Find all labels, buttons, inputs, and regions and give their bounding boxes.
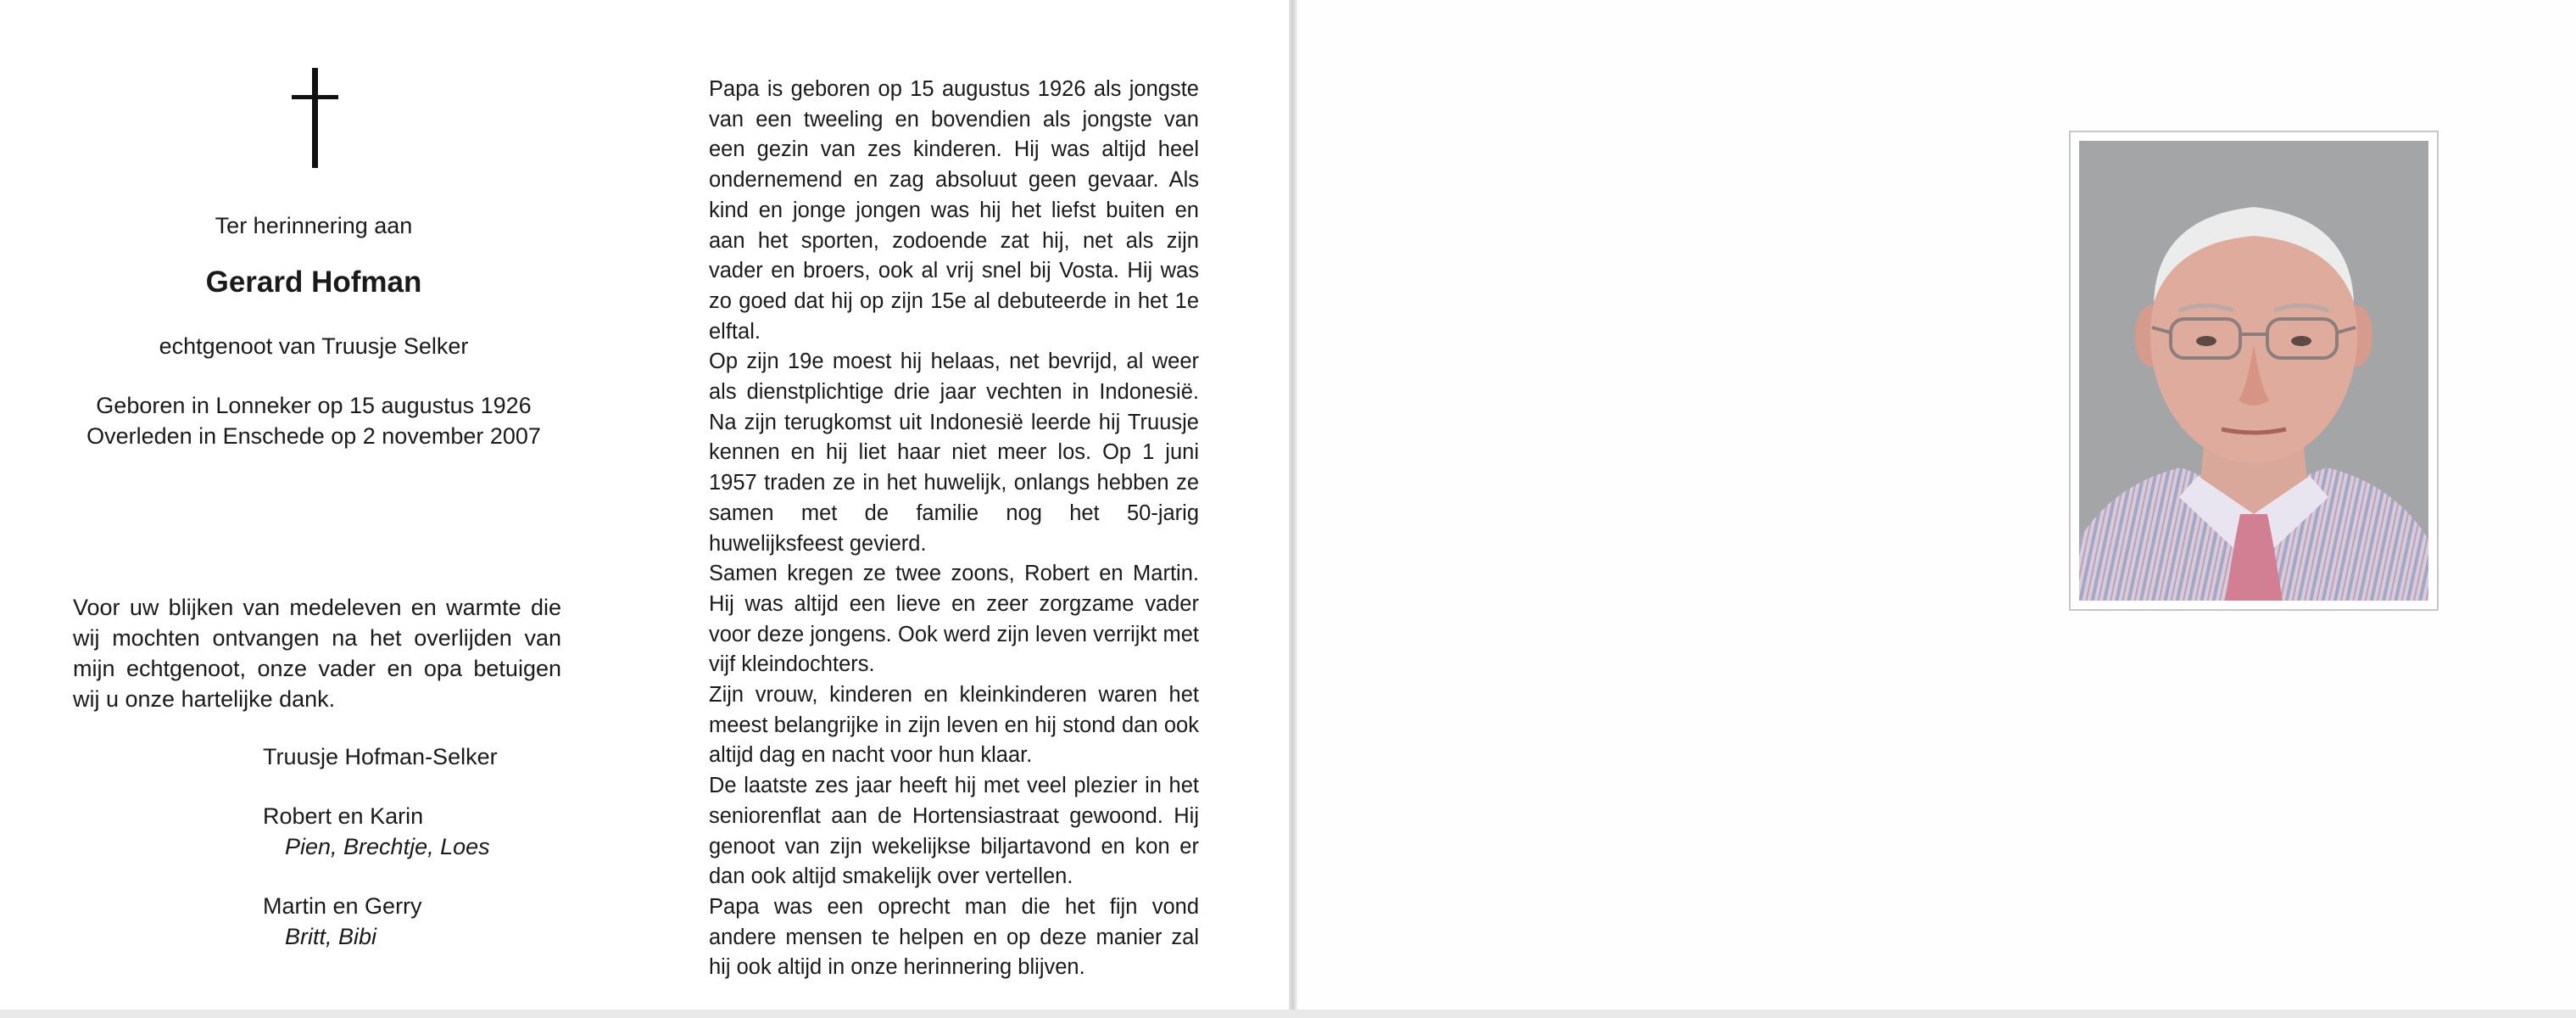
birth-line: Geboren in Lonneker op 15 augustus 1926	[96, 393, 532, 418]
spouse-line: echtgenoot van Truusje Selker	[159, 333, 469, 359]
grandchildren-2: Britt, Bibi	[285, 924, 377, 949]
portrait-photo	[2079, 141, 2428, 601]
family-son-1: Robert en Karin	[263, 803, 424, 829]
biography-paragraph: De laatste zes jaar heeft hij met veel plezier in het seniorenflat aan de Hortensiastraat gewoond. Hij genoot van zijn wekelijkse biljartavond en kon er dan ook altijd smakelijk over vertellen.	[709, 774, 1199, 889]
biography-paragraph: Papa was een oprecht man die het fijn vond andere mensen te helpen en op deze manier zal hij ook altijd in onze herinnering blijven.	[709, 894, 1199, 980]
card-fold	[1289, 0, 1297, 1018]
deceased-name: Gerard Hofman	[205, 266, 422, 299]
portrait-frame	[2069, 131, 2439, 611]
death-line: Overleden in Enschede op 2 november 2007	[86, 423, 541, 449]
widow-name: Truusje Hofman-Selker	[263, 744, 498, 769]
family-son-2: Martin en Gerry	[263, 893, 422, 919]
biography-paragraph: Papa is geboren op 15 augustus 1926 als jongste van een tweeling en bovendien als jongste van een gezin van zes kinderen. Hij was altijd heel ondernemend en zag absoluut geen gevaar. Als kind en jonge jongen was hij het liefst buiten en aan het sporten, zodoende zat hij, net als zijn vader en broers, ook al vrij snel bij Vosta. Hij was zo goed dat hij op zijn 15e al debuteerde in het 1e elftal.	[709, 77, 1199, 344]
thanks-paragraph: Voor uw blijken van medeleven en warmte die wij mochten ontvangen na het overlijden van mijn echtgenoot, onze vader en opa betuigen wij u onze hartelijke dank.	[73, 595, 561, 712]
biography-paragraph: Op zijn 19e moest hij helaas, net bevrijd, al weer als dienstplichtige drie jaar vechten in Indonesië. Na zijn terugkomst uit Indonesië leerde hij Truusje kennen en hij liet haar niet meer los. Op 1 juni 1957 traden ze in het huwelijk, onlangs hebben ze samen met de familie nog het 50-jarig huwelijksfeest gevierd.	[709, 350, 1199, 556]
cross-icon	[276, 68, 353, 168]
scan-bottom-edge	[0, 1010, 2576, 1018]
intro-text: Ter herinnering aan	[215, 213, 413, 238]
grandchildren-1: Pien, Brechtje, Loes	[285, 834, 490, 859]
biography-paragraph: Samen kregen ze twee zoons, Robert en Martin. Hij was altijd een lieve en zeer zorgzame vader voor deze jongens. Ook werd zijn leven verrijkt met vijf kleindochters.	[709, 562, 1199, 677]
biography-paragraph: Zijn vrouw, kinderen en kleinkinderen waren het meest belangrijke in zijn leven en hij stond dan ook altijd dag en nacht voor hun klaar.	[709, 683, 1199, 768]
biography-text	[709, 75, 1199, 983]
